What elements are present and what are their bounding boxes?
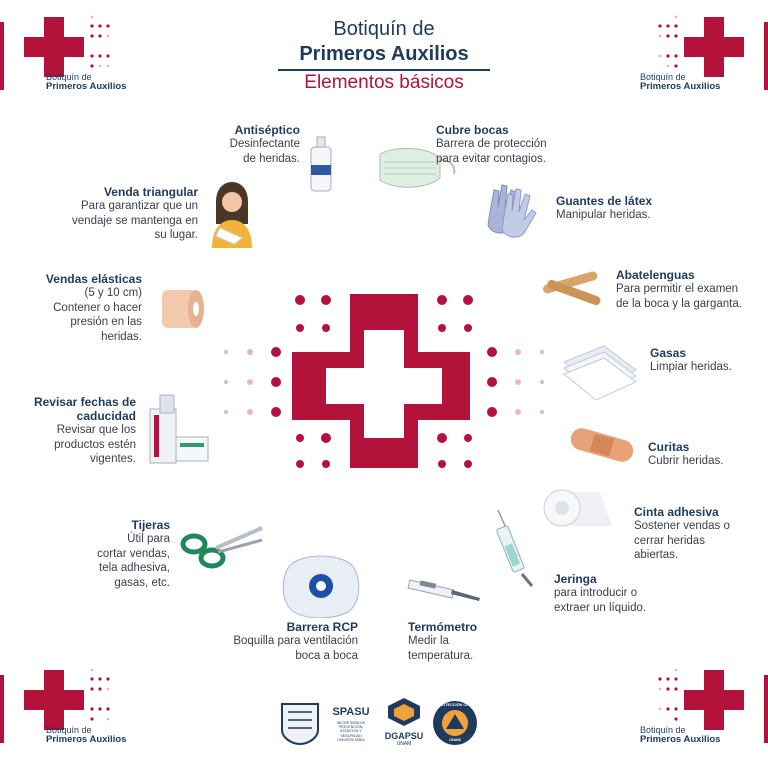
proteccion-civil-text: PROTECCIÓN CIVIL (436, 703, 474, 707)
item-abatelenguas (616, 268, 766, 311)
item-desc: heridas. (101, 330, 142, 343)
corner-label (640, 725, 720, 745)
corner-label-line2: Primeros Auxilios (640, 81, 721, 92)
item-desc: Para garantizar que un (81, 200, 198, 212)
item-desc: cerrar heridas (634, 534, 705, 547)
corner-logo-top-right (618, 12, 768, 102)
item-gasas (650, 346, 760, 375)
item-desc: Limpiar heridas. (650, 361, 732, 373)
item-desc: para introducir o (554, 587, 638, 599)
item-desc: gasas, etc. (114, 576, 170, 589)
scissors-icon (178, 524, 268, 572)
item-title: Barrera RCP (286, 620, 358, 634)
item-title: Vendas elásticas (45, 272, 142, 286)
corner-label-line1: Botiquín de (640, 72, 686, 82)
item-desc: su lugar. (154, 229, 198, 241)
antiseptic-bottle-icon (306, 135, 336, 193)
item-desc: de heridas. (243, 152, 300, 165)
edge-bar (764, 22, 768, 90)
item-title: Jeringa (554, 572, 597, 586)
item-vendas-elasticas (28, 272, 142, 344)
item-desc: Boquilla para ventilación (233, 635, 358, 647)
corner-label-line1: Botiquín de (46, 725, 92, 735)
item-title: Cinta adhesiva (634, 505, 719, 519)
corner-label-line1: Botiquín de (46, 72, 92, 82)
item-desc: para evitar contagios. (436, 152, 546, 165)
corner-logo-bottom-right (618, 665, 768, 755)
item-cubre-bocas (436, 123, 586, 166)
item-desc: Barrera de protección (436, 138, 547, 150)
title-line2: Primeros Auxilios (299, 43, 469, 65)
title-divider (278, 69, 490, 71)
item-title: Abatelenguas (616, 268, 695, 282)
corner-label-line2: Primeros Auxilios (46, 734, 127, 745)
item-barrera-rcp (222, 620, 358, 663)
thermometer-icon (406, 572, 486, 604)
spasu-logo-subtext: SECRETARÍA DE PREVENCIÓN, ATENCIÓN Y SEGURIDAD UNIVERSITARIA (336, 721, 366, 742)
dgapsu-shield-icon (382, 696, 426, 726)
item-guantes (556, 194, 696, 223)
proteccion-civil-logo (432, 700, 478, 746)
tongue-depressor-icon (540, 262, 606, 314)
proteccion-civil-subtext: UNAM (449, 738, 461, 742)
edge-bar (764, 675, 768, 743)
elastic-bandage-icon (158, 280, 206, 336)
item-desc: vigentes. (89, 453, 136, 465)
item-desc: temperatura. (408, 649, 474, 662)
item-cinta-adhesiva (634, 505, 764, 563)
dgapsu-logo-subtext: UNAM (396, 741, 412, 747)
item-venda-triangular (60, 185, 198, 243)
central-red-cross (218, 290, 550, 472)
item-title: Guantes de látex (556, 194, 653, 208)
item-desc: Cubrir heridas. (648, 455, 724, 467)
item-title: Cubre bocas (436, 123, 509, 137)
item-desc: vendaje se mantenga en (72, 214, 198, 227)
spasu-logo (330, 700, 372, 746)
medicine-boxes-icon (146, 393, 212, 467)
item-desc: (5 y 10 cm) (84, 287, 142, 299)
item-desc: Sostener vendas o (634, 520, 730, 532)
corner-logo-top-left (0, 12, 150, 102)
unam-crest-logo (278, 700, 322, 746)
item-termometro (408, 620, 518, 663)
corner-label-line1: Botiquín de (640, 725, 686, 735)
item-title: Antiséptico (234, 123, 300, 137)
item-desc: cortar vendas, (97, 547, 170, 560)
corner-label (46, 725, 126, 745)
corner-label (46, 72, 126, 92)
item-desc: Para permitir el examen (616, 283, 739, 295)
item-title: Venda triangular (103, 185, 198, 199)
item-title: Curitas (648, 440, 690, 454)
title-line1: Botiquín de (333, 18, 435, 40)
item-curitas (648, 440, 758, 469)
dgapsu-logo (382, 696, 426, 750)
item-desc: extraer un líquido. (554, 601, 647, 614)
item-tijeras (70, 518, 170, 590)
item-jeringa (554, 572, 684, 615)
item-desc: Medir la (408, 635, 449, 647)
corner-label-line2: Primeros Auxilios (46, 81, 127, 92)
item-desc: Contener o hacer (53, 301, 142, 314)
edge-bar (0, 22, 4, 90)
item-title: Revisar fechas de caducidad (33, 395, 136, 423)
latex-gloves-icon (484, 182, 544, 242)
corner-label-line2: Primeros Auxilios (640, 734, 721, 745)
edge-bar (0, 675, 4, 743)
item-desc: presión en las (70, 316, 142, 328)
subtitle: Elementos básicos (304, 72, 464, 93)
corner-label (640, 72, 720, 92)
item-desc: boca a boca (295, 649, 358, 662)
item-desc: productos estén (54, 438, 136, 451)
item-desc: Desinfectante (229, 138, 300, 150)
item-revisar-fechas (20, 395, 136, 467)
item-desc: tela adhesiva, (99, 562, 170, 574)
item-title: Gasas (650, 346, 687, 360)
dgapsu-logo-text: DGAPSU (384, 731, 424, 741)
adhesive-bandage-icon (566, 420, 638, 470)
corner-logo-bottom-left (0, 665, 150, 755)
syringe-icon (492, 508, 542, 590)
spasu-logo-text: SPASU (332, 706, 370, 718)
item-desc: Revisar que los (56, 424, 136, 436)
adhesive-tape-icon (540, 484, 616, 536)
item-desc: abiertas. (634, 549, 679, 561)
item-title: Tijeras (131, 518, 170, 532)
item-desc: de la boca y la garganta. (616, 297, 742, 310)
gauze-pads-icon (560, 340, 640, 400)
item-title: Termómetro (408, 620, 478, 634)
item-desc: Manipular heridas. (556, 209, 651, 221)
person-with-sling-icon (206, 180, 256, 248)
item-desc: Útil para (127, 533, 170, 545)
item-antiseptico (180, 123, 300, 166)
cpr-barrier-icon (278, 548, 364, 618)
